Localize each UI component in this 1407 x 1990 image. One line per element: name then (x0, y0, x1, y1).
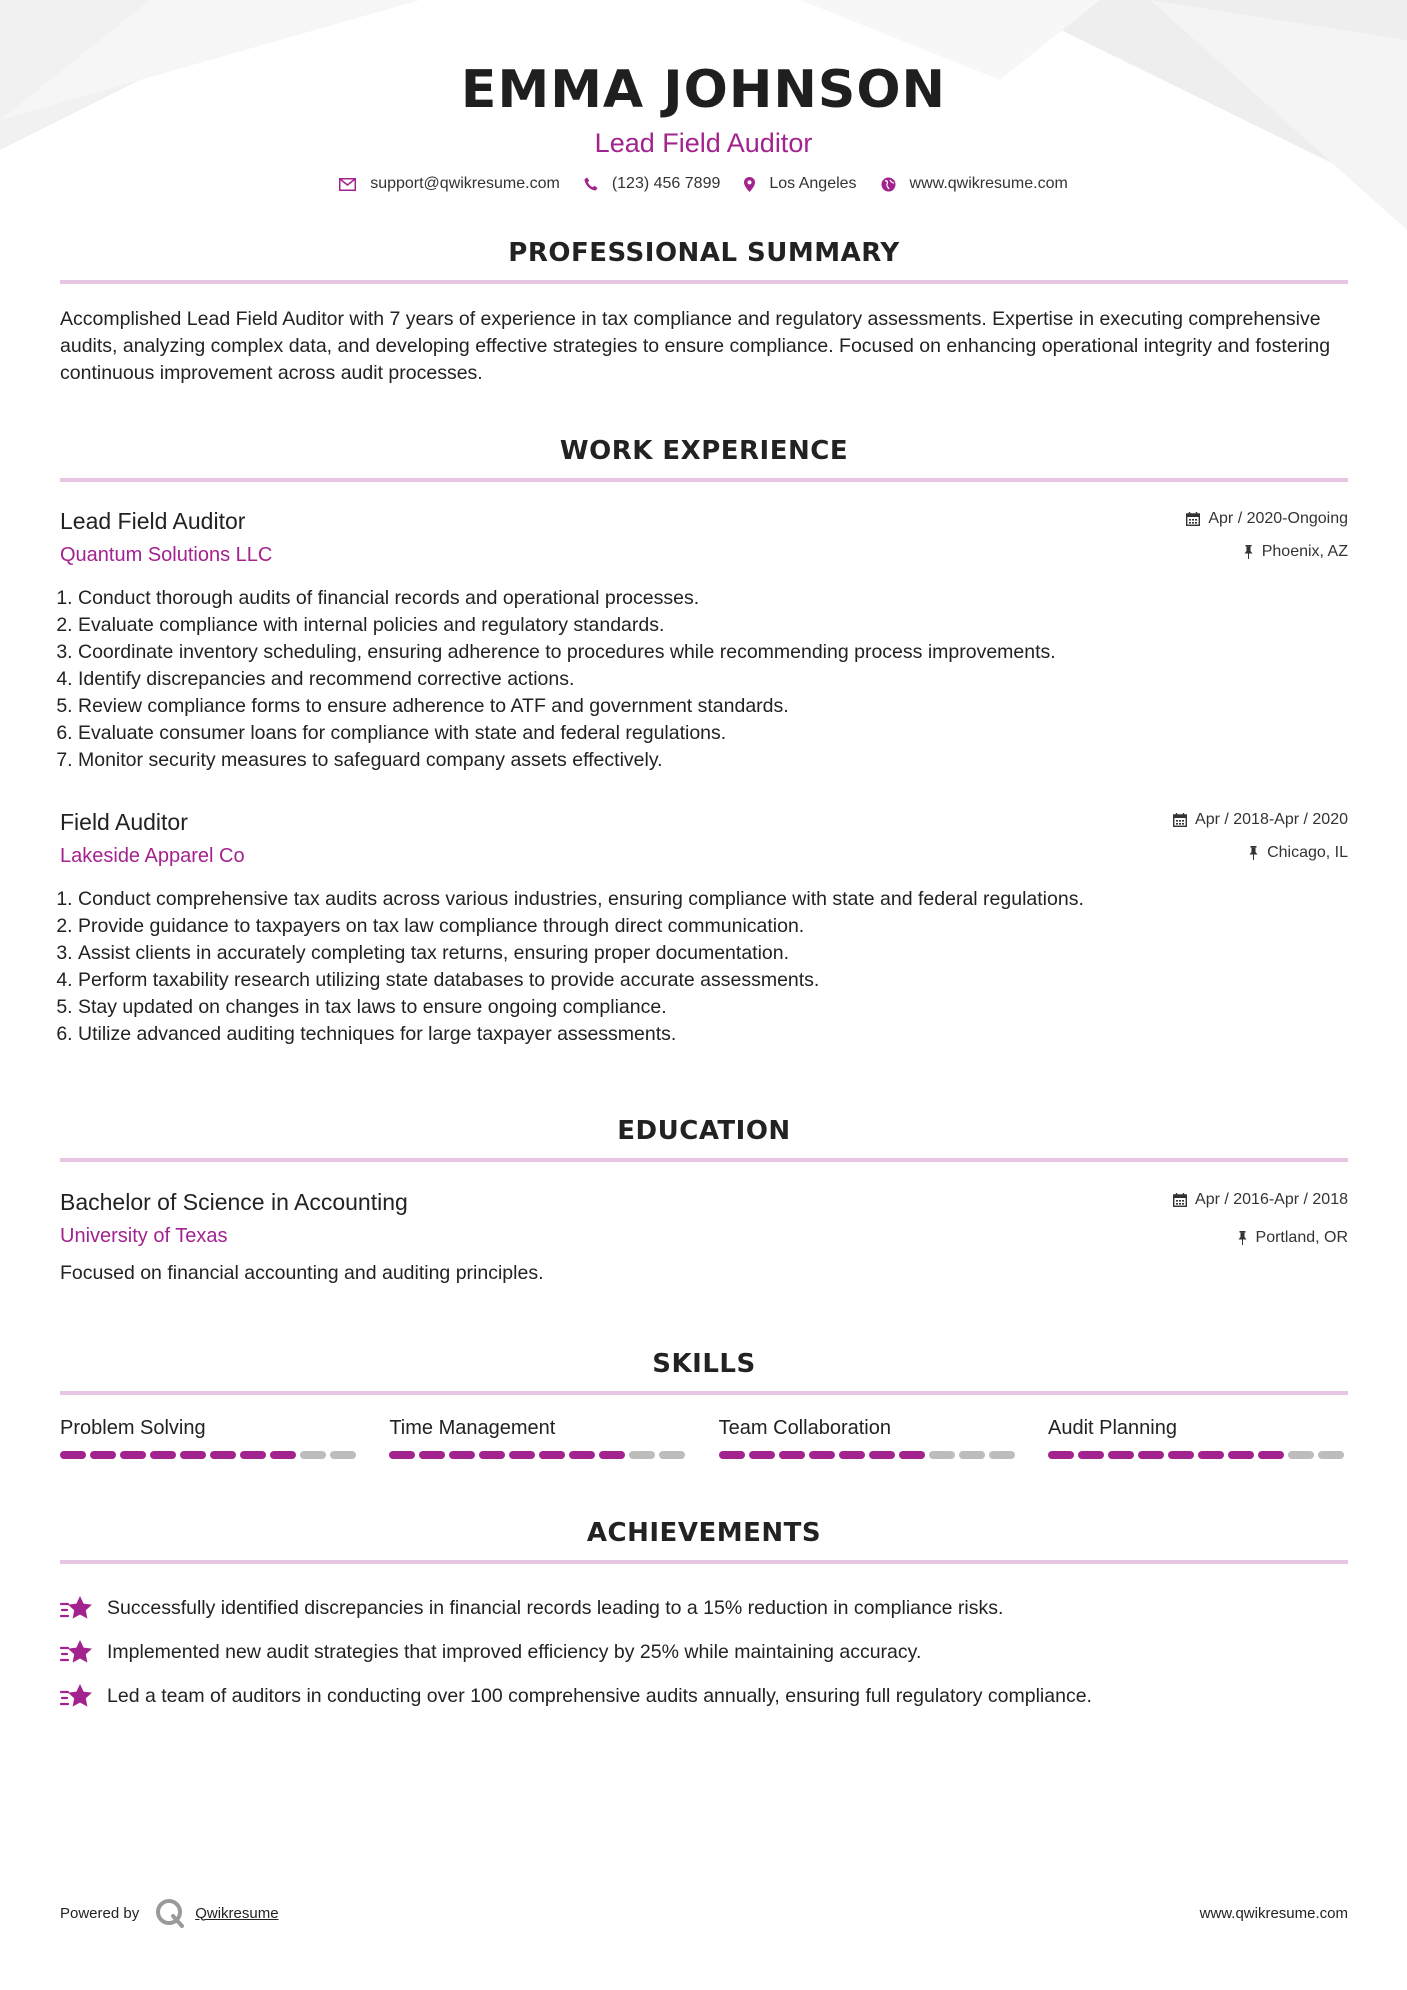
skill-level-segment (1168, 1451, 1194, 1459)
contact-email-text: support@qwikresume.com (370, 175, 560, 192)
skill-name: Time Management (389, 1417, 556, 1439)
contact-location-text: Los Angeles (769, 175, 857, 192)
candidate-role: Lead Field Auditor (594, 128, 813, 158)
skill-level-segment (809, 1451, 835, 1459)
list-item: 7. Monitor security measures to safeguard company assets effectively. (78, 747, 1348, 774)
pin-icon (1243, 545, 1254, 559)
summary-text: Accomplished Lead Field Auditor with 7 years of experience in tax compliance and regulatory assessments. Expertise in executing comprehensive audits, analyzing complex data, and developing effective strategies to ensure compliance. Focused on enhancing operational integrity and fostering continuous improvement across audit processes. (60, 308, 1331, 384)
list-item: 1. Conduct thorough audits of financial records and operational processes. (78, 585, 1348, 612)
skill-level-bar (389, 1451, 689, 1459)
skill-level-bar (1048, 1451, 1348, 1459)
skill-level-segment (1078, 1451, 1104, 1459)
list-item: 2. Provide guidance to taxpayers on tax law compliance through direct communication. (78, 913, 1348, 940)
skill-level-segment (240, 1451, 266, 1459)
skill-level-segment (120, 1451, 146, 1459)
education-section (60, 1116, 1348, 1162)
achievement-item: Implemented new audit strategies that improved efficiency by 25% while maintaining accuracy. (60, 1630, 1348, 1674)
skill-name: Problem Solving (60, 1417, 206, 1439)
skill-level-segment (90, 1451, 116, 1459)
skill-level-segment (839, 1451, 865, 1459)
skill-level-segment (629, 1451, 655, 1459)
education-title: EDUCATION (617, 1116, 791, 1146)
skill-item (60, 1417, 360, 1459)
education-school: University of Texas (60, 1225, 228, 1247)
contact-website[interactable] (881, 175, 1068, 193)
education-description: Focused on financial accounting and auditing principles. (60, 1262, 544, 1284)
star-icon (60, 1639, 93, 1665)
footer (60, 1898, 1348, 1928)
resume-header (0, 55, 1407, 193)
skill-name: Team Collaboration (718, 1417, 891, 1439)
envelope-icon (339, 178, 356, 191)
contact-location (744, 175, 856, 193)
section-divider (60, 1158, 1348, 1162)
job-entry (60, 508, 1348, 774)
education-entry (60, 1189, 1348, 1285)
job-entry (60, 809, 1348, 1048)
skills-list (60, 1417, 1348, 1459)
skill-level-bar (719, 1451, 1019, 1459)
achievement-item: Led a team of auditors in conducting over 100 comprehensive audits annually, ensuring full regulatory compliance. (60, 1674, 1348, 1718)
job-company: Quantum Solutions LLC (60, 544, 273, 566)
achievements-title: ACHIEVEMENTS (586, 1518, 822, 1548)
list-item: 3. Coordinate inventory scheduling, ensuring adherence to procedures while recommending process improvements. (78, 639, 1348, 666)
pin-icon (1237, 1231, 1248, 1245)
summary-section (60, 238, 1348, 387)
skill-level-segment (1198, 1451, 1224, 1459)
skill-level-segment (779, 1451, 805, 1459)
skill-level-segment (1048, 1451, 1074, 1459)
job-meta (1173, 809, 1348, 864)
skill-level-segment (1228, 1451, 1254, 1459)
footer-branding (60, 1898, 279, 1928)
qwikresume-logo-icon (155, 1898, 185, 1928)
skill-level-segment (569, 1451, 595, 1459)
skill-level-segment (150, 1451, 176, 1459)
skill-name: Audit Planning (1047, 1417, 1177, 1439)
skill-level-segment (929, 1451, 955, 1459)
phone-icon (584, 177, 598, 191)
skill-level-segment (60, 1451, 86, 1459)
summary-title: PROFESSIONAL SUMMARY (508, 238, 900, 268)
experience-title: WORK EXPERIENCE (559, 436, 849, 466)
star-icon (60, 1683, 93, 1709)
education-dates: Apr / 2016-Apr / 2018 (1173, 1189, 1348, 1211)
skill-level-segment (869, 1451, 895, 1459)
skill-item (389, 1417, 689, 1459)
experience-section (60, 436, 1348, 482)
pin-icon (1248, 846, 1259, 860)
skill-item (1048, 1417, 1348, 1459)
list-item: 1. Conduct comprehensive tax audits across various industries, ensuring compliance with state and federal regulations. (78, 886, 1348, 913)
skill-level-segment (719, 1451, 745, 1459)
skill-level-segment (1288, 1451, 1314, 1459)
list-item: 2. Evaluate compliance with internal policies and regulatory standards. (78, 612, 1348, 639)
skills-section (60, 1349, 1348, 1459)
skill-level-bar (60, 1451, 360, 1459)
contact-email[interactable] (339, 175, 560, 193)
education-degree: Bachelor of Science in Accounting (60, 1189, 408, 1215)
skill-level-segment (1138, 1451, 1164, 1459)
achievements-section (60, 1518, 1348, 1718)
section-divider (60, 280, 1348, 284)
job-location: Phoenix, AZ (1186, 541, 1348, 563)
achievements-list (60, 1586, 1348, 1718)
skill-level-segment (449, 1451, 475, 1459)
skill-level-segment (270, 1451, 296, 1459)
brand-link[interactable]: Qwikresume (195, 1904, 279, 1922)
education-meta (1173, 1189, 1348, 1249)
skill-level-segment (210, 1451, 236, 1459)
list-item: 6. Utilize advanced auditing techniques for large taxpayer assessments. (78, 1021, 1348, 1048)
footer-website[interactable]: www.qwikresume.com (1199, 1904, 1348, 1922)
skill-level-segment (180, 1451, 206, 1459)
skill-level-segment (1258, 1451, 1284, 1459)
skill-level-segment (330, 1451, 356, 1459)
skill-level-segment (959, 1451, 985, 1459)
section-divider (60, 478, 1348, 482)
list-item: 5. Stay updated on changes in tax laws to ensure ongoing compliance. (78, 994, 1348, 1021)
calendar-icon (1186, 512, 1200, 526)
list-item: 5. Review compliance forms to ensure adherence to ATF and government standards. (78, 693, 1348, 720)
list-item: 3. Assist clients in accurately completing tax returns, ensuring proper documentation. (78, 940, 1348, 967)
powered-by-label: Powered by (60, 1904, 140, 1922)
job-title: Lead Field Auditor (60, 508, 246, 534)
skill-level-segment (419, 1451, 445, 1459)
contact-website-text: www.qwikresume.com (909, 175, 1068, 192)
job-dates: Apr / 2018-Apr / 2020 (1173, 809, 1348, 831)
contact-phone[interactable] (584, 175, 721, 193)
skill-level-segment (749, 1451, 775, 1459)
job-dates: Apr / 2020-Ongoing (1186, 508, 1348, 530)
skill-level-segment (509, 1451, 535, 1459)
job-title: Field Auditor (60, 809, 188, 835)
list-item: 6. Evaluate consumer loans for compliance with state and federal regulations. (78, 720, 1348, 747)
job-meta (1186, 508, 1348, 563)
skill-level-segment (539, 1451, 565, 1459)
skill-level-segment (1108, 1451, 1134, 1459)
section-divider (60, 1391, 1348, 1395)
achievement-item: Successfully identified discrepancies in financial records leading to a 15% reduction in compliance risks. (60, 1586, 1348, 1630)
star-icon (60, 1595, 93, 1621)
skill-level-segment (479, 1451, 505, 1459)
skill-level-segment (300, 1451, 326, 1459)
list-item: 4. Identify discrepancies and recommend corrective actions. (78, 666, 1348, 693)
job-location: Chicago, IL (1173, 842, 1348, 864)
contact-phone-text: (123) 456 7899 (611, 175, 721, 192)
skill-level-segment (599, 1451, 625, 1459)
skill-level-segment (1318, 1451, 1344, 1459)
skill-level-segment (989, 1451, 1015, 1459)
globe-icon (881, 177, 896, 192)
job-responsibilities (60, 585, 1348, 774)
calendar-icon (1173, 1193, 1187, 1207)
calendar-icon (1173, 813, 1187, 827)
skill-level-segment (659, 1451, 685, 1459)
skills-title: SKILLS (652, 1349, 756, 1379)
candidate-name: EMMA JOHNSON (460, 60, 947, 120)
map-marker-icon (744, 177, 755, 192)
skill-item (719, 1417, 1019, 1459)
section-divider (60, 1560, 1348, 1564)
education-location: Portland, OR (1173, 1227, 1348, 1249)
job-company: Lakeside Apparel Co (60, 845, 245, 867)
list-item: 4. Perform taxability research utilizing state databases to provide accurate assessments. (78, 967, 1348, 994)
skill-level-segment (899, 1451, 925, 1459)
skill-level-segment (389, 1451, 415, 1459)
contact-bar (0, 175, 1407, 193)
job-responsibilities (60, 886, 1348, 1048)
